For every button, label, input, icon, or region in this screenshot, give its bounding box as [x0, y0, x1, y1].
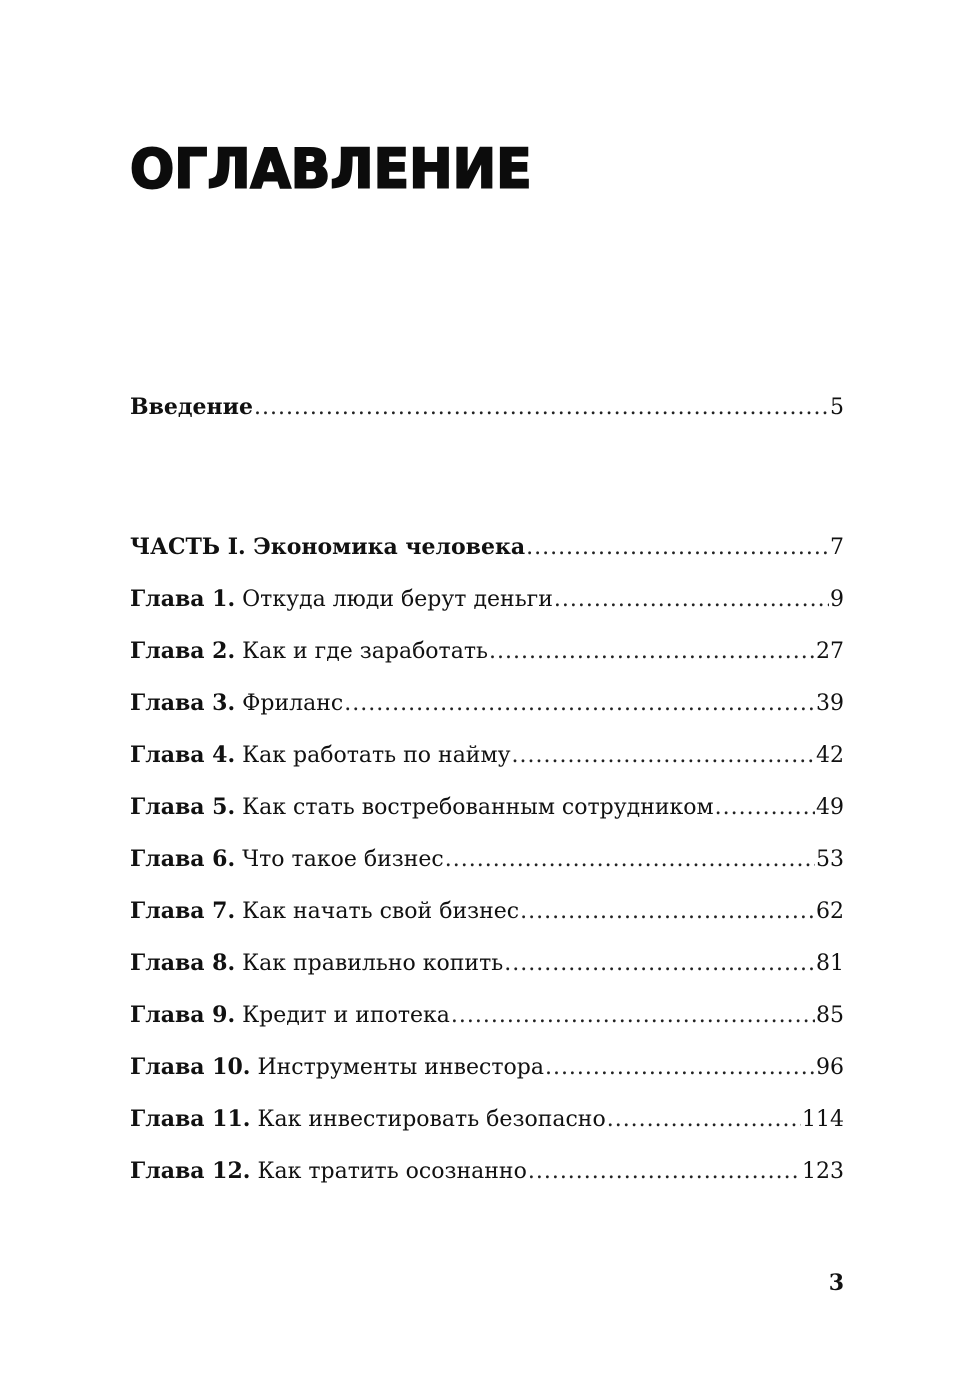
dot-leader — [504, 949, 815, 979]
dot-leader — [254, 393, 829, 423]
chapter-number: Глава 9. — [130, 1002, 236, 1028]
toc-entry-chapter-4[interactable] — [130, 740, 844, 770]
chapter-title: Откуда люди берут деньги — [242, 587, 553, 612]
toc-entry-chapter-5[interactable] — [130, 792, 844, 822]
toc-page-number: 39 — [816, 691, 844, 716]
chapter-number: Глава 4. — [130, 742, 236, 768]
chapter-number: Глава 7. — [130, 898, 236, 924]
toc-page-number: 62 — [816, 899, 844, 924]
toc-entry-chapter-9[interactable] — [130, 1000, 844, 1030]
chapter-title: Как правильно копить — [242, 951, 504, 976]
toc-page-number: 7 — [830, 535, 844, 560]
chapter-title: Что такое бизнес — [242, 847, 444, 872]
toc-entry-chapter-3[interactable] — [130, 688, 844, 718]
toc-entry-chapter-12[interactable] — [130, 1156, 844, 1186]
chapter-title: Как и где заработать — [242, 639, 488, 664]
toc-page-number: 42 — [816, 743, 844, 768]
chapter-number: Глава 3. — [130, 690, 236, 716]
dot-leader — [715, 793, 815, 823]
toc-page-number: 49 — [816, 795, 844, 820]
chapter-number: Глава 2. — [130, 638, 236, 664]
toc-page-number: 27 — [816, 639, 844, 664]
chapter-number: Глава 5. — [130, 794, 236, 820]
chapter-title: Фриланс — [242, 691, 344, 716]
toc-entry-introduction[interactable] — [130, 392, 844, 422]
dot-leader — [607, 1105, 801, 1135]
toc-entry-chapter-8[interactable] — [130, 948, 844, 978]
toc-entry-label: ЧАСТЬ I. Экономика человека — [130, 534, 526, 560]
chapter-number: Глава 11. — [130, 1106, 251, 1132]
chapter-number: Глава 12. — [130, 1158, 251, 1184]
toc-entry-label: Введение — [130, 394, 253, 420]
toc-page-number: 96 — [816, 1055, 844, 1080]
toc-page-number: 85 — [816, 1003, 844, 1028]
dot-leader — [526, 533, 829, 563]
dot-leader — [520, 897, 815, 927]
toc-entry-part-1[interactable] — [130, 532, 844, 562]
dot-leader — [344, 689, 815, 719]
dot-leader — [512, 741, 815, 771]
chapter-number: Глава 6. — [130, 846, 236, 872]
chapter-number: Глава 8. — [130, 950, 236, 976]
toc-page-number: 81 — [816, 951, 844, 976]
toc-entry-chapter-10[interactable] — [130, 1052, 844, 1082]
chapter-number: Глава 10. — [130, 1054, 251, 1080]
toc-page-number: 5 — [830, 395, 844, 420]
page-title: ОГЛАВЛЕНИЕ — [130, 138, 532, 201]
dot-leader — [545, 1053, 815, 1083]
dot-leader — [489, 637, 815, 667]
toc-page-number: 114 — [802, 1107, 844, 1132]
chapter-title: Как начать свой бизнес — [242, 899, 520, 924]
dot-leader — [445, 845, 815, 875]
chapter-title: Инструменты инвестора — [257, 1055, 544, 1080]
chapter-title: Кредит и ипотека — [242, 1003, 450, 1028]
chapter-title: Как работать по найму — [242, 743, 511, 768]
chapter-title: Как стать востребованным сотрудником — [242, 795, 714, 820]
toc-page-number: 53 — [816, 847, 844, 872]
toc-entry-chapter-7[interactable] — [130, 896, 844, 926]
toc-entry-chapter-1[interactable] — [130, 584, 844, 614]
chapter-title: Как тратить осознанно — [257, 1159, 527, 1184]
dot-leader — [528, 1157, 801, 1187]
chapter-title: Как инвестировать безопасно — [257, 1107, 606, 1132]
toc-entry-chapter-11[interactable] — [130, 1104, 844, 1134]
toc-entry-chapter-2[interactable] — [130, 636, 844, 666]
toc-page-number: 123 — [802, 1159, 844, 1184]
page-number: 3 — [828, 1270, 844, 1296]
toc-entry-chapter-6[interactable] — [130, 844, 844, 874]
dot-leader — [451, 1001, 815, 1031]
toc-page-number: 9 — [830, 587, 844, 612]
dot-leader — [554, 585, 829, 615]
chapter-number: Глава 1. — [130, 586, 236, 612]
